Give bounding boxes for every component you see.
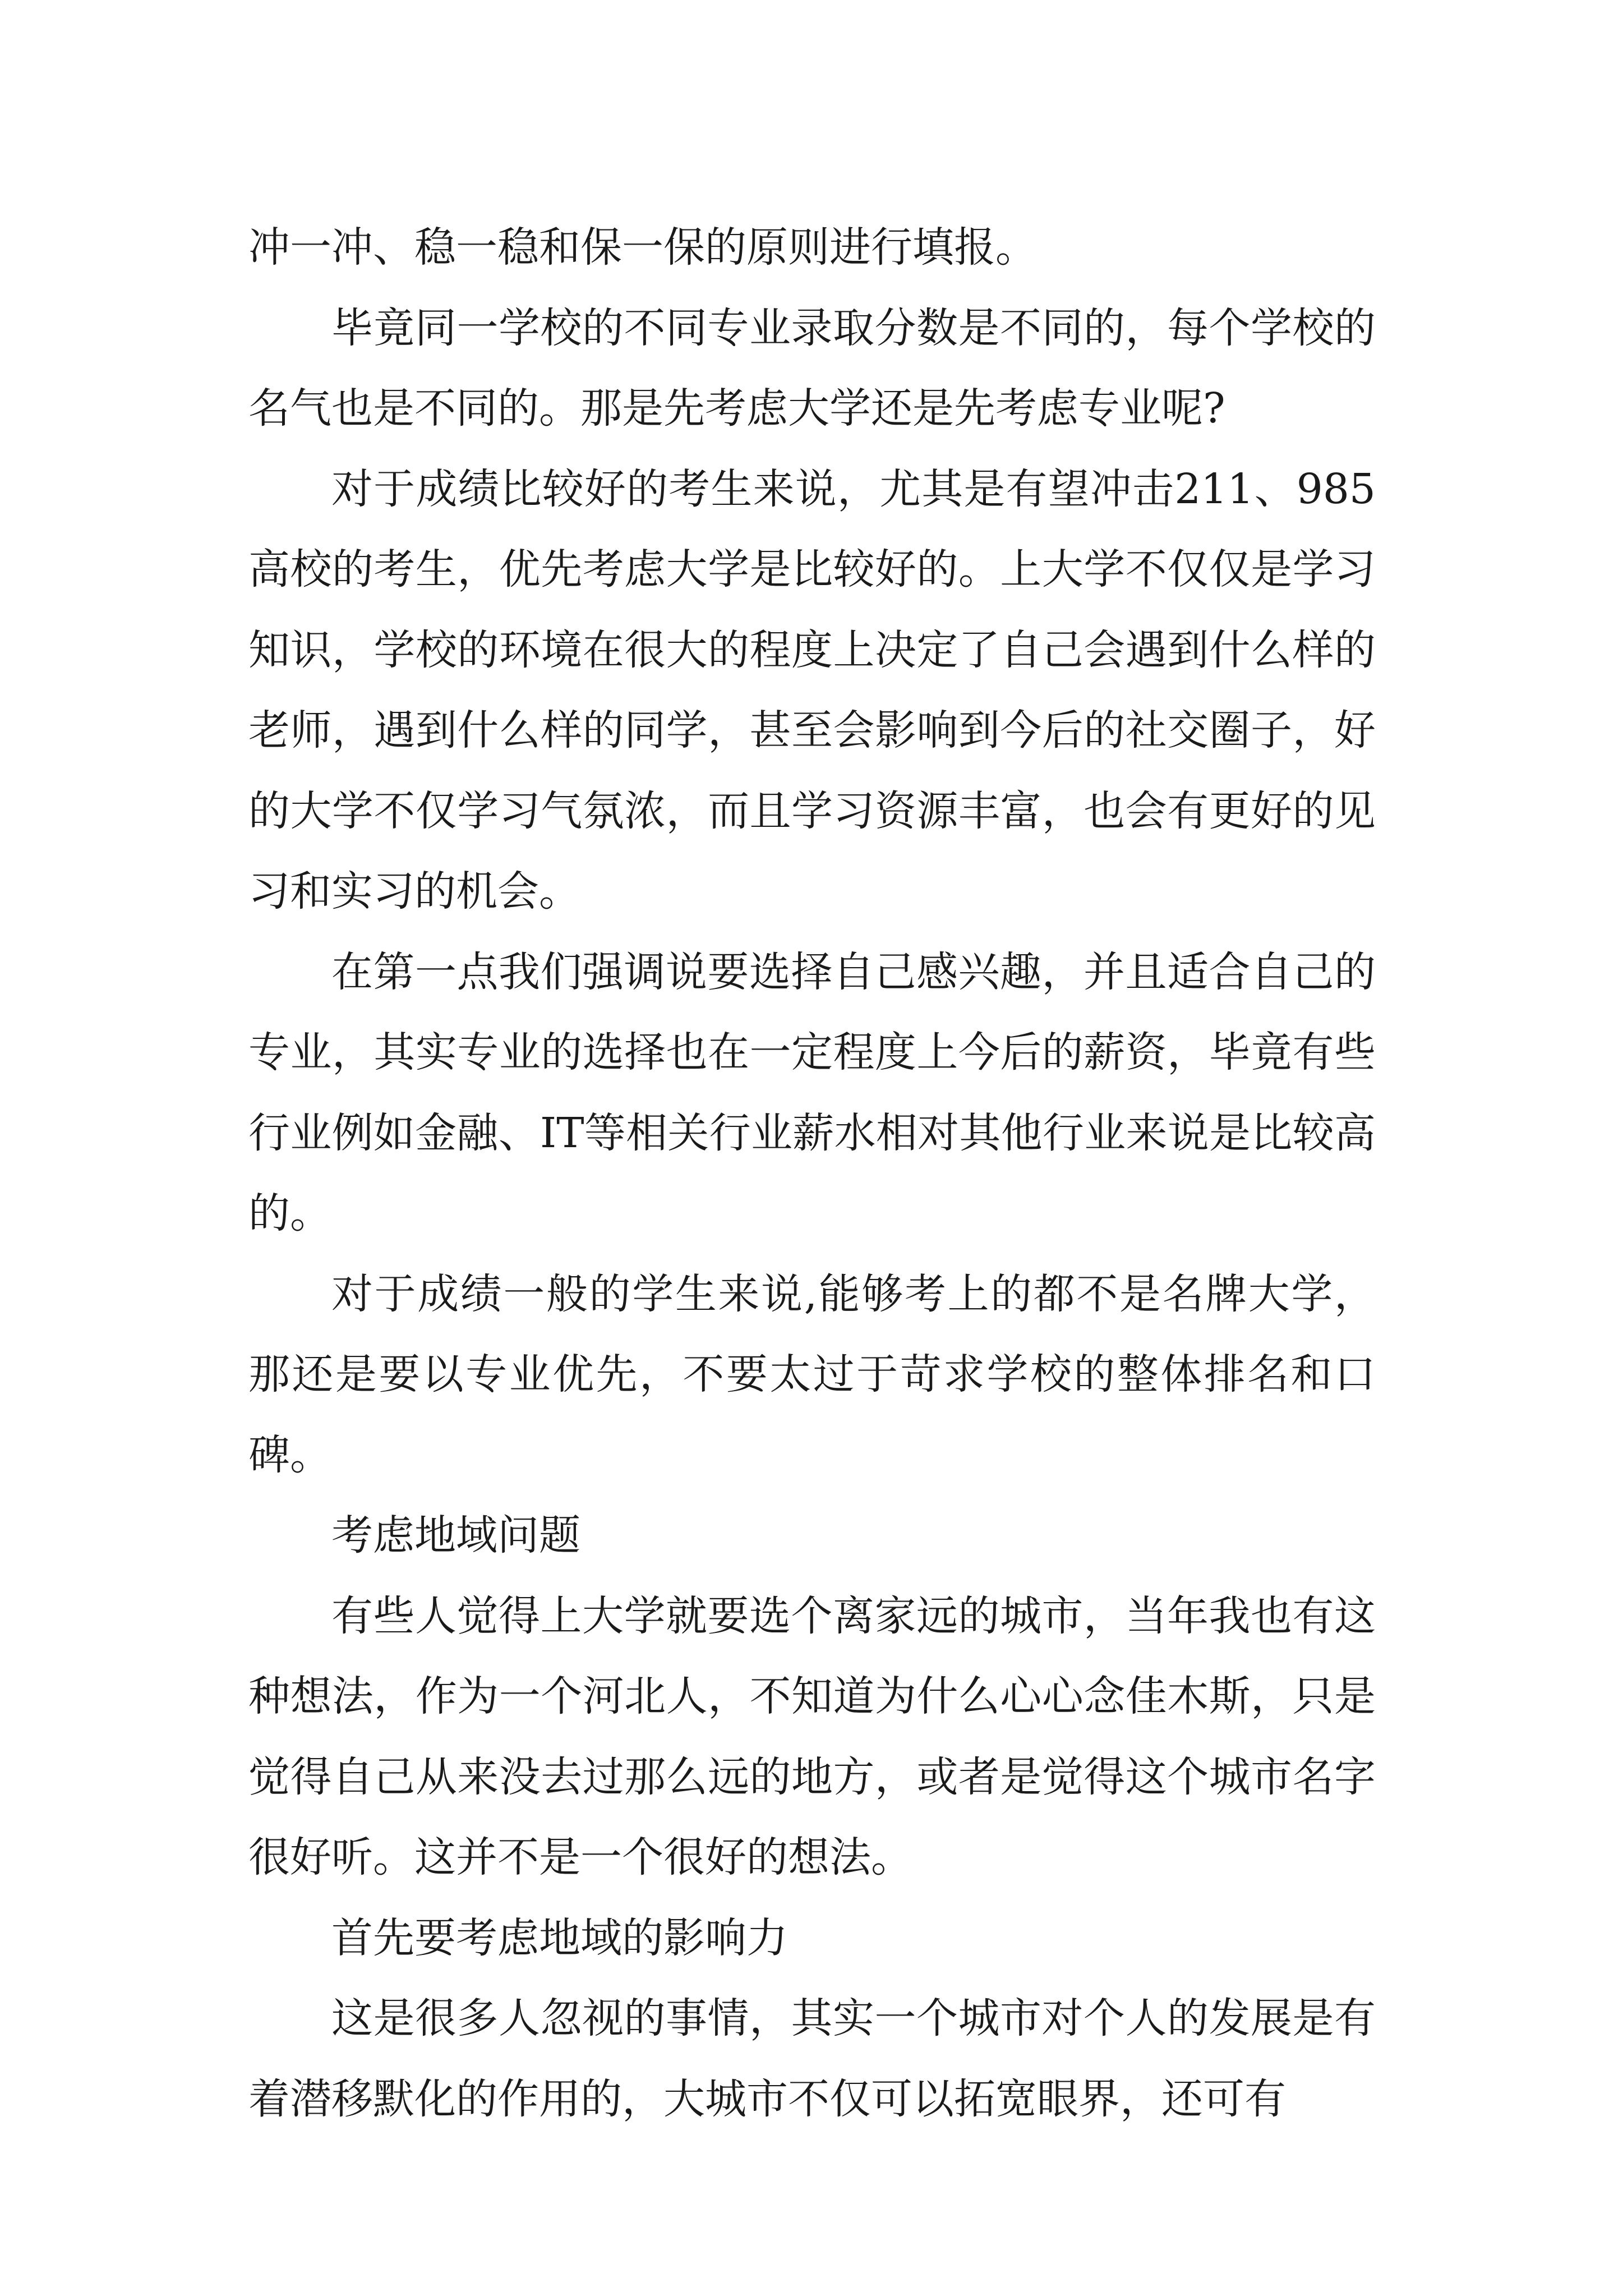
paragraph-5: 对于成绩一般的学生来说,能够考上的都不是名牌大学，那还是要以专业优先，不要太过于苛求学校的整体排名和口碑。 [248, 1269, 1376, 1479]
document-body [248, 208, 1376, 2139]
paragraph-1: 冲一冲、稳一稳和保一保的原则进行填报。 [248, 223, 1037, 272]
paragraph-6: 有些人觉得上大学就要选个离家远的城市，当年我也有这种想法，作为一个河北人，不知道为什么心心念佳木斯，只是觉得自己从来没去过那么远的地方，或者是觉得这个城市名字很好听。这并不是一个很好的想法。 [248, 1591, 1376, 1881]
section-heading-region: 考虑地域问题 [331, 1511, 580, 1559]
paragraph-2: 毕竟同一学校的不同专业录取分数是不同的，每个学校的名气也是不同的。那是先考虑大学还是先考虑专业呢? [248, 303, 1376, 432]
paragraph-7: 这是很多人忽视的事情，其实一个城市对个人的发展是有着潜移默化的作用的，大城市不仅可以拓宽眼界，还可有 [248, 1994, 1376, 2123]
paragraph-4: 在第一点我们强调说要选择自己感兴趣，并且适合自己的专业，其实专业的选择也在一定程度上今后的薪资，毕竟有些行业例如金融、IT等相关行业薪水相对其他行业来说是比较高的。 [248, 947, 1376, 1237]
section-heading-influence: 首先要考虑地域的影响力 [331, 1913, 788, 1962]
paragraph-3: 对于成绩比较好的考生来说，尤其是有望冲击211、985高校的考生，优先考虑大学是比较好的。上大学不仅仅是学习知识，学校的环境在很大的程度上决定了自己会遇到什么样的老师，遇到什么样的同学，甚至会影响到今后的社交圈子，好的大学不仅学习气氛浓，而且学习资源丰富，也会有更好的见习和实习的机会。 [248, 464, 1376, 915]
